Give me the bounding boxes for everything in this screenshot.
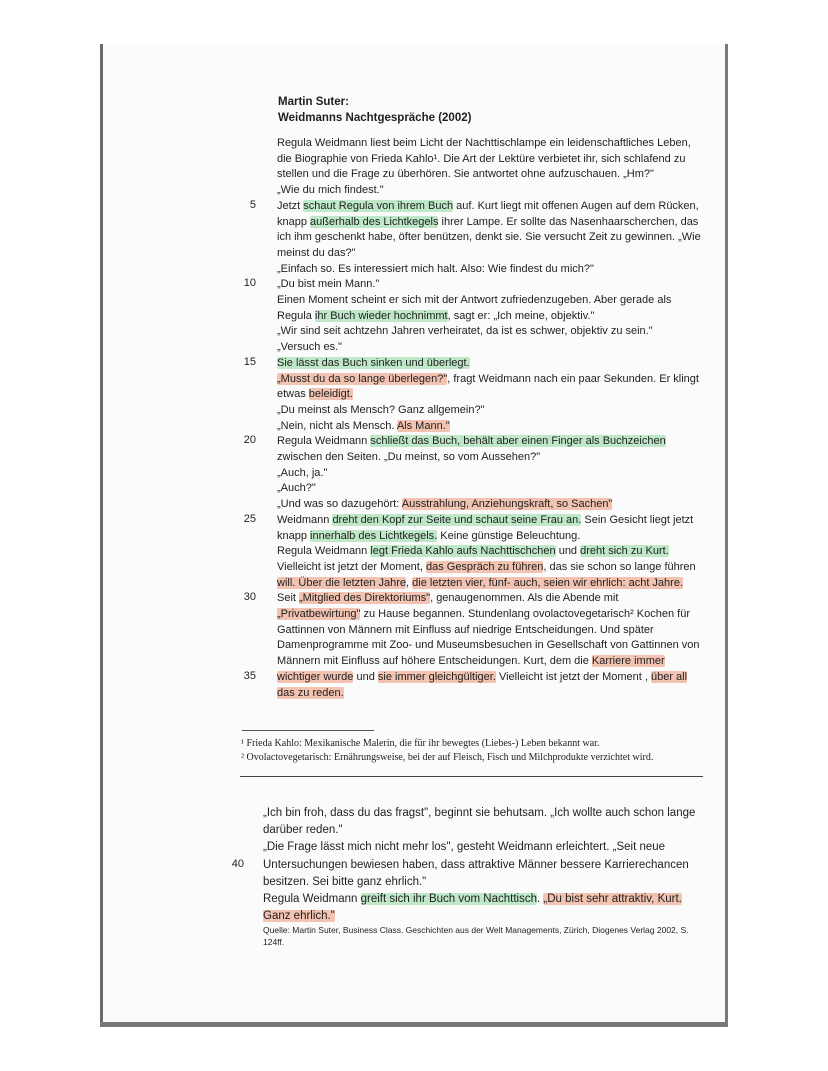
- text-segment: Gattinnen von Männern mit Einfluss auf niedrige Entscheidungen. Und später: [277, 623, 654, 636]
- text-segment: „Die Frage lässt mich nicht mehr los", gesteht Weidmann erleichtert. „Seit neue: [263, 841, 666, 854]
- text-segment: Einen Moment scheint er sich mit der Antwort zufriedenzugeben. Aber gerade als: [277, 294, 672, 306]
- green-highlight: außerhalb des Lichtkegels: [310, 215, 439, 228]
- text-line: [277, 450, 540, 464]
- text-segment: und: [555, 545, 581, 558]
- text-line: [277, 199, 699, 213]
- text-line: [277, 403, 485, 417]
- text-line: [277, 434, 666, 448]
- text-segment: stellen und die Frage zu überhören. Sie antwortet ohne aufzuschauen. „Hm?": [277, 168, 654, 181]
- text-line: [277, 623, 654, 637]
- page-separator: [240, 776, 703, 777]
- text-segment: , das sie schon so lange führen: [543, 560, 696, 573]
- text-segment: meinst du das?": [277, 246, 356, 259]
- text-line: [277, 183, 384, 197]
- text-line: [277, 215, 698, 229]
- text-line: [277, 544, 669, 558]
- text-line: [277, 246, 356, 260]
- green-highlight: legt Frieda Kahlo aufs Nachttischchen: [370, 545, 556, 558]
- text-line: [263, 909, 335, 923]
- text-segment: , sagt er: „Ich meine, objektiv.": [447, 309, 595, 322]
- line-number: 40: [231, 857, 244, 870]
- text-line: [277, 670, 687, 684]
- text-line: [263, 806, 695, 820]
- text-line: [277, 324, 653, 338]
- text-segment: Weidmann: [277, 513, 333, 526]
- green-highlight: dreht sich zu Kurt.: [580, 545, 669, 558]
- orange-highlight: über all: [650, 670, 688, 683]
- text-segment: die Biographie von Frieda Kahlo¹. Die Art der Lektüre verbietet ihr, sich schlafend zu: [277, 152, 686, 165]
- text-line: [277, 686, 344, 700]
- text-line: [277, 466, 327, 480]
- line-number: 5: [249, 198, 256, 211]
- text-segment: Regula: [277, 309, 315, 322]
- text-segment: „Auch, ja.": [277, 466, 328, 479]
- line-number: 10: [243, 277, 256, 290]
- text-segment: ich ihm geschenkt habe, öfter benützen, denkt sie. Sie versucht Zeit zu gewinnen. „Wie: [277, 231, 701, 244]
- green-highlight: ihr Buch wieder hochnimmt: [314, 309, 448, 322]
- text-line: [277, 654, 665, 668]
- text-line: [277, 356, 470, 370]
- footnote-rule: [242, 730, 374, 731]
- story-title: Weidmanns Nachtgespräche (2002): [278, 112, 472, 124]
- text-segment: und: [353, 670, 378, 683]
- text-segment: Sein Gesicht liegt jetzt: [581, 513, 694, 526]
- text-line: [263, 892, 682, 906]
- text-segment: Untersuchungen bewiesen haben, dass attraktive Männer bessere Karrierechancen: [263, 858, 689, 871]
- text-line: [277, 167, 654, 181]
- text-line: [277, 372, 699, 386]
- orange-highlight: will. Über die letzten Jahre: [277, 576, 407, 589]
- text-segment: „Du bist mein Mann.": [277, 278, 380, 291]
- text-segment: Keine günstige Beleuchtung.: [437, 529, 581, 542]
- text-line: [277, 497, 612, 511]
- orange-highlight: wichtiger wurde: [277, 670, 354, 683]
- orange-highlight: beleidigt.: [308, 388, 353, 401]
- author-heading: Martin Suter:: [278, 96, 349, 108]
- orange-highlight: das Gespräch zu führen: [425, 560, 544, 573]
- text-segment: Damenprogramme mit Zoo- und Museumsbesuchen in Gesellschaft von Gattinnen von: [277, 639, 700, 652]
- text-segment: Vielleicht ist jetzt der Moment,: [277, 560, 426, 573]
- text-segment: zwischen den Seiten. „Du meinst, so vom Aussehen?": [277, 451, 541, 463]
- text-segment: ,: [406, 576, 413, 589]
- orange-highlight: das zu reden.: [277, 686, 344, 699]
- footnote-2: ² Ovolactovegetarisch: Ernährungsweise, bei der auf Fleisch, Fisch und Milchprodukte verzichtet wird.: [241, 752, 654, 763]
- orange-highlight: Ganz ehrlich.": [263, 910, 335, 923]
- line-number: 30: [243, 591, 256, 604]
- green-highlight: schließt das Buch, behält aber einen Finger als Buchzeichen: [370, 435, 666, 448]
- text-line: [277, 529, 580, 543]
- text-line: [277, 309, 594, 323]
- text-segment: Männern mit Einfluss auf höhere Entscheidungen. Kurt, dem die: [277, 655, 592, 668]
- text-segment: knapp: [277, 215, 311, 228]
- text-segment: , genaugenommen. Als die Abende mit: [430, 592, 619, 605]
- text-line: [277, 340, 342, 354]
- text-segment: Seit: [277, 592, 300, 605]
- green-highlight: schaut Regula von ihrem Buch: [303, 199, 454, 212]
- text-line: [277, 230, 701, 244]
- orange-highlight: „Musst du da so lange überlegen?": [277, 372, 448, 385]
- text-segment: „Nein, nicht als Mensch.: [277, 419, 397, 432]
- text-segment: „Du meinst als Mensch? Ganz allgemein?": [277, 403, 485, 416]
- orange-highlight: Karriere immer: [591, 655, 665, 668]
- text-line: [277, 152, 685, 166]
- text-segment: Regula Weidmann liest beim Licht der Nachttischlampe ein leidenschaftliches Leben,: [277, 137, 691, 149]
- text-line: [277, 262, 594, 276]
- text-line: [277, 419, 450, 433]
- text-segment: besitzen. Sei bitte ganz ehrlich.": [263, 875, 427, 888]
- text-line: [263, 858, 689, 872]
- orange-highlight: „Mitglied des Direktoriums": [299, 592, 431, 605]
- text-line: [277, 513, 693, 527]
- text-line: [277, 136, 691, 150]
- page-bottom-edge: [100, 1022, 728, 1027]
- text-line: [277, 481, 316, 495]
- text-segment: „Wir sind seit achtzehn Jahren verheiratet, da ist es schwer, objektiv zu sein.": [277, 325, 653, 338]
- green-highlight: greift sich ihr Buch vom Nachttisch: [360, 893, 537, 905]
- text-line: [277, 277, 379, 291]
- text-segment: Jetzt: [277, 199, 304, 212]
- text-segment: „Ich bin froh, dass du das fragst", beginnt sie behutsam. „Ich wollte auch schon lange: [263, 807, 696, 819]
- text-segment: Regula Weidmann: [277, 545, 371, 558]
- orange-highlight: Ausstrahlung, Anziehungskraft, so Sachen": [401, 498, 613, 511]
- text-segment: darüber reden.": [263, 824, 343, 837]
- text-line: [263, 840, 665, 854]
- green-highlight: dreht den Kopf zur Seite und schaut seine Frau an.: [332, 513, 582, 526]
- footnote-1: ¹ Frieda Kahlo: Mexikanische Malerin, die für ihr bewegtes (Liebes-) Leben bekannt war.: [241, 738, 600, 749]
- orange-highlight: die letzten vier, fünf- auch, seien wir ehrlich: acht Jahre.: [412, 576, 683, 589]
- text-segment: „Wie du mich findest.": [277, 184, 384, 197]
- line-number: 25: [243, 512, 256, 525]
- text-line: [263, 823, 343, 837]
- text-line: [263, 875, 426, 889]
- orange-highlight: „Du bist sehr attraktiv, Kurt.: [543, 893, 682, 905]
- text-segment: .: [537, 893, 544, 905]
- text-segment: auf. Kurt liegt mit offenen Augen auf dem Rücken,: [453, 199, 699, 212]
- orange-highlight: Als Mann.": [396, 419, 450, 432]
- orange-highlight: sie immer gleichgültiger.: [377, 670, 496, 683]
- text-segment: knapp: [277, 529, 311, 542]
- text-line: [277, 560, 696, 574]
- text-segment: Vielleicht ist jetzt der Moment ,: [495, 670, 651, 683]
- text-segment: zu Hause begannen. Stundenlang ovolactovegetarisch² Kochen für: [360, 608, 691, 620]
- green-highlight: Sie lässt das Buch sinken und überlegt.: [277, 356, 470, 369]
- text-line: [277, 607, 690, 621]
- text-segment: ihrer Lampe. Er sollte das Nasenhaarscherchen, das: [438, 215, 699, 228]
- text-segment: etwas: [277, 388, 309, 401]
- text-segment: Regula Weidmann: [263, 893, 361, 905]
- text-segment: , fragt Weidmann nach ein paar Sekunden. Er klingt: [447, 372, 699, 385]
- text-segment: „Versuch es.": [277, 341, 343, 354]
- text-segment: Regula Weidmann: [277, 435, 371, 448]
- line-number: 20: [243, 434, 256, 447]
- text-line: [277, 293, 671, 307]
- orange-highlight: „Privatbewirtung": [277, 608, 361, 620]
- line-number: 35: [243, 669, 256, 682]
- line-number: 15: [243, 355, 256, 368]
- text-segment: „Auch?": [277, 482, 316, 495]
- text-line: [277, 591, 618, 605]
- text-line: [277, 638, 700, 652]
- text-line: [277, 576, 683, 590]
- source-citation: Quelle: Martin Suter, Business Class. Geschichten aus der Welt Managements, Zürich, Diogenes Verlag 2002, S. 124ff.: [263, 925, 689, 947]
- text-segment: „Und was so dazugehört:: [277, 498, 402, 511]
- text-segment: „Einfach so. Es interessiert mich halt. Also: Wie findest du mich?": [277, 262, 594, 275]
- green-highlight: innerhalb des Lichtkegels.: [310, 529, 438, 542]
- text-line: [277, 387, 353, 401]
